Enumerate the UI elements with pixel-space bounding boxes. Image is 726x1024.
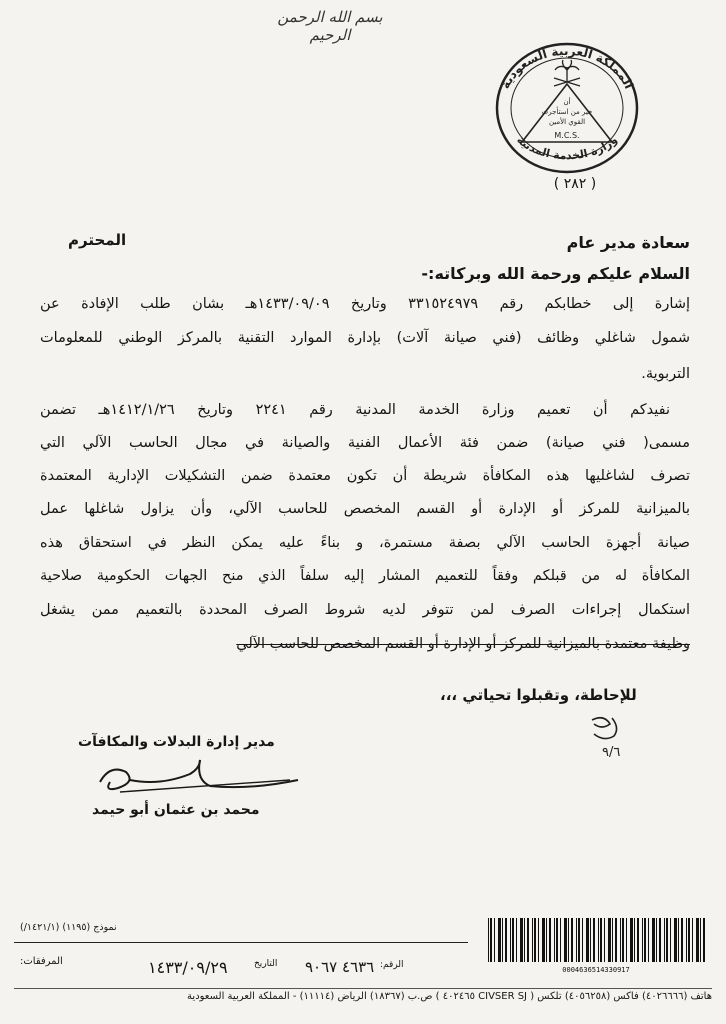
barcode-text: 0004636514330917 — [562, 966, 630, 974]
signature-scribble — [90, 752, 300, 802]
barcode-bar — [578, 918, 580, 962]
signatory-name: محمد بن عثمان أبو حيمد — [92, 802, 260, 818]
barcode-bar — [670, 918, 671, 962]
barcode-bar — [659, 918, 661, 962]
barcode-bar — [516, 918, 517, 962]
reference-number: ( ٢٨٢ ) — [553, 176, 597, 192]
seal-code: M.C.S. — [554, 131, 580, 140]
barcode-bar — [688, 918, 690, 962]
barcode-bar — [620, 918, 621, 962]
barcode-bar — [622, 918, 624, 962]
greeting-line: السلام عليكم ورحمة الله وبركاته:- — [421, 264, 690, 283]
barcode-bar — [549, 918, 551, 962]
paragraph2-line5: صيانة أجهزة الحاسب الآلي بصفة مستمرة، و بناءً عليه يمكن النظر في استحقاق هذه — [40, 535, 690, 551]
initials-date: ٩/٦ — [602, 745, 621, 760]
barcode-bar — [666, 918, 668, 962]
seal-top-text: المملكة العربية السعودية — [497, 43, 637, 92]
barcode-bar — [648, 918, 649, 962]
barcode-bar — [576, 918, 577, 962]
paragraph2-line3: تصرف لشاغليها هذه المكافأة شريطة أن تكون معتمدة ضمن التشكيلات الإدارية المعتمدة — [40, 468, 690, 484]
ministry-address: هاتف (٤٠٢٦٦٦٦) فاكس (٤٠٥٦٢٥٨) تلكس ( CIVSER SJ ٤٠٢٤٦٥ ) ص.ب (١٨٣٦٧) الرياض (١١١١٤) - المملكة العربية السعودية — [14, 988, 712, 1009]
barcode-bar — [652, 918, 655, 962]
barcode-bar — [532, 918, 533, 962]
barcode-bar — [502, 918, 503, 962]
barcode-bar — [582, 918, 583, 962]
seal-bottom-text: وزارة الخدمة المدنية — [514, 133, 620, 163]
barcode-bar — [505, 918, 507, 962]
paragraph2-line8: وظيفة معتمدة بالميزانية للمركز أو الإدارة أو القسم المخصص للحاسب الآلي — [236, 636, 690, 652]
closing-line: للإحاطة، وتقبلوا تحياتي ،،، — [440, 686, 637, 704]
barcode-bar — [642, 918, 643, 962]
barcode-bar — [527, 918, 529, 962]
barcode-bar — [703, 918, 705, 962]
barcode-bar — [534, 918, 536, 962]
barcode-bar — [564, 918, 567, 962]
paragraph2-line2: مسمى( فني صيانة) ضمن فئة الأعمال الفنية والصيانة في مجال الحاسب الآلي التي — [40, 435, 690, 451]
barcode-bar — [604, 918, 605, 962]
paragraph2-line6: المكافأة له من قبلكم وفقاً للتعميم المشار إليه سلفاً الذي منح الجهات الحكومية صلاحية — [40, 568, 690, 584]
barcode-bar — [626, 918, 627, 962]
barcode-bar — [637, 918, 639, 962]
paragraph2-line7: استكمال إجراءات الصرف لمن تتوفر لديه شروط الصرف المحددة بالتعميم ممن يشغل — [40, 602, 690, 618]
barcode-bar — [692, 918, 693, 962]
barcode-bar — [608, 918, 611, 962]
basmala-heading: بسم الله الرحمن الرحيم — [277, 8, 383, 44]
barcode-bar — [686, 918, 687, 962]
barcode-bar — [598, 918, 599, 962]
barcode-bar — [556, 918, 558, 962]
barcode-bar — [494, 918, 495, 962]
barcode-bar — [512, 918, 514, 962]
barcode-bar — [664, 918, 665, 962]
seal-inner-text-3: القوي الأمين — [548, 118, 586, 126]
barcode-bar — [681, 918, 683, 962]
paragraph1-line2: شمول شاغلي وظائف (فني صيانة آلات) بإدارة الموارد التقنية بالمركز الوطني للمعلومات — [40, 330, 690, 346]
barcode-bar — [634, 918, 635, 962]
barcode-bar — [593, 918, 595, 962]
date-label: التاريخ — [254, 959, 278, 969]
barcode-bar — [674, 918, 677, 962]
barcode-bar — [615, 918, 617, 962]
seal-inner-text-1: أن — [563, 98, 571, 106]
barcode-bar — [612, 918, 613, 962]
barcode-bar — [498, 918, 501, 962]
barcode-bar — [630, 918, 633, 962]
barcode-bar — [488, 918, 489, 962]
form-code: نموذج (١١٩٥) (١٤٢١/١/) — [20, 922, 117, 933]
barcode-bar — [700, 918, 701, 962]
barcode-bar — [568, 918, 569, 962]
barcode-bar — [546, 918, 547, 962]
attachments-label: المرفقات: — [20, 956, 63, 967]
signatory-title: مدير إدارة البدلات والمكافآت — [78, 734, 275, 750]
number-label: الرقم: — [380, 960, 404, 970]
barcode-bar — [696, 918, 699, 962]
barcode-bar — [571, 918, 573, 962]
footer-divider — [14, 942, 468, 943]
barcode-bar — [538, 918, 539, 962]
paragraph2-line1: نفيدكم أن تعميم وزارة الخدمة المدنية رقم ٢٢٤١ وتاريخ ١٤١٢/١/٢٦هـ تضمن — [40, 402, 670, 418]
paragraph1-line1: إشارة إلى خطابكم رقم ٣٣١٥٢٤٩٧٩ وتاريخ ١٤٣٣/٠٩/٠٩هـ بشان طلب الإفادة عن — [40, 296, 690, 312]
document-number: ٤٦٣٦ ٩٠٦٧ — [305, 958, 375, 976]
seal-inner-text-2: خير من استأجرت — [541, 108, 593, 116]
barcode-bar — [644, 918, 646, 962]
barcode-bar — [678, 918, 679, 962]
barcode-bar — [542, 918, 545, 962]
barcode-bar — [520, 918, 523, 962]
ministry-seal — [492, 38, 642, 178]
barcode-bar — [510, 918, 511, 962]
barcode — [484, 914, 708, 976]
recipient-line: سعادة مدير عام — [566, 233, 690, 252]
barcode-bar — [560, 918, 561, 962]
barcode-bar — [554, 918, 555, 962]
honorific: المحترم — [68, 231, 127, 249]
document-date: ١٤٣٣/٠٩/٢٩ — [148, 958, 228, 977]
barcode-bar — [656, 918, 657, 962]
barcode-bar — [586, 918, 589, 962]
barcode-bar — [490, 918, 492, 962]
paragraph1-line3: التربوية. — [641, 366, 690, 382]
barcode-bar — [524, 918, 525, 962]
handwritten-initials — [582, 712, 642, 762]
barcode-bar — [600, 918, 602, 962]
paragraph2-line4: بالميزانية للمركز أو الإدارة أو القسم المخصص للحاسب الآلي، وأن يزاول شاغلها عمل — [40, 501, 690, 517]
barcode-bar — [590, 918, 591, 962]
